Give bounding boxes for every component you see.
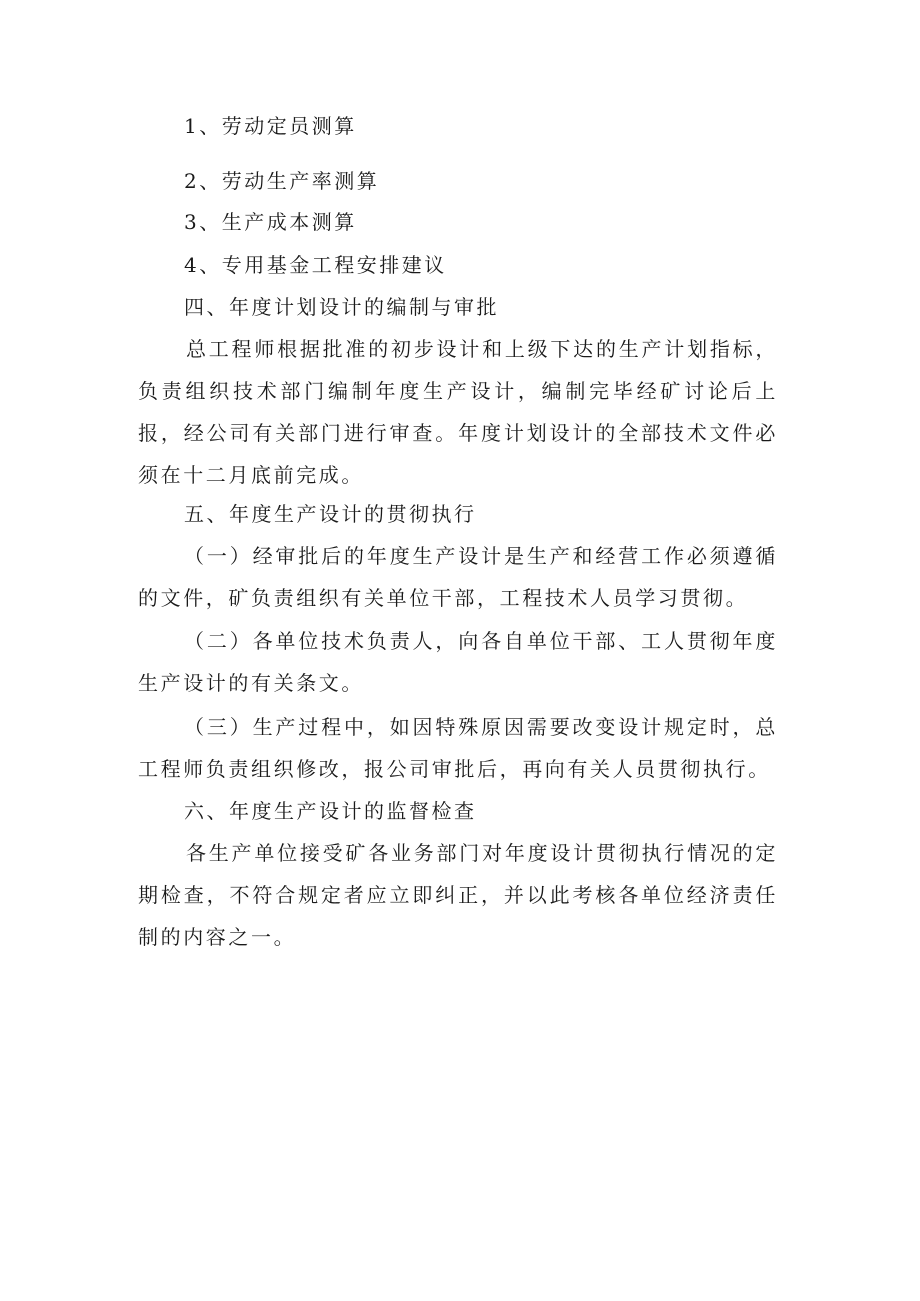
- section-6-heading: 六、年度生产设计的监督检查: [184, 799, 477, 823]
- list-item-4: 4、专用基金工程安排建议: [184, 253, 447, 277]
- section-5-clause-1: （一）经审批后的年度生产设计是生产和经营工作必须遵循的文件，矿负责组织有关单位干部，工程技术人员学习贯彻。: [138, 544, 778, 610]
- section-5-heading: 五、年度生产设计的贯彻执行: [184, 502, 477, 526]
- list-item-1: 1、劳动定员测算: [184, 114, 357, 138]
- section-6-body: 各生产单位接受矿各业务部门对年度设计贯彻执行情况的定期检查，不符合规定者应立即纠正，并以此考核各单位经济责任制的内容之一。: [138, 841, 778, 949]
- section-5-clause-2: （二）各单位技术负责人，向各自单位干部、工人贯彻年度生产设计的有关条文。: [138, 629, 778, 695]
- list-item-2: 2、劳动生产率测算: [184, 169, 380, 193]
- section-4-body: 总工程师根据批准的初步设计和上级下达的生产计划指标，负责组织技术部门编制年度生产设计，编制完毕经矿讨论后上报，经公司有关部门进行审查。年度计划设计的全部技术文件必须在十二月底前完成。: [138, 337, 778, 487]
- section-5-clause-3: （三）生产过程中，如因特殊原因需要改变设计规定时，总工程师负责组织修改，报公司审批后，再向有关人员贯彻执行。: [138, 715, 778, 781]
- section-4-heading: 四、年度计划设计的编制与审批: [184, 295, 499, 319]
- list-item-3: 3、生产成本测算: [184, 210, 357, 234]
